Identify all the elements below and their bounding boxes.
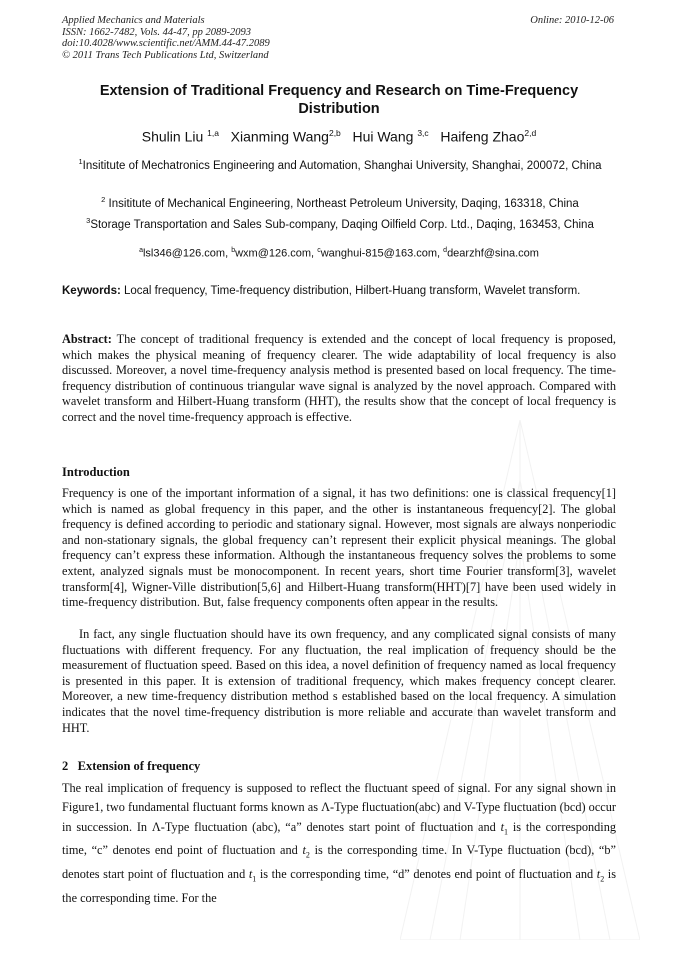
section-number: 2 (62, 759, 69, 773)
affiliation-3 (70, 213, 610, 233)
email-address[interactable]: dearzhf@sina.com (447, 247, 539, 260)
author-name: Shulin Liu (141, 128, 204, 145)
symbol-t1 (500, 819, 509, 837)
symbol-t2 (596, 867, 605, 884)
text-run: The real implication of frequency is supposed to reflect the fluctuant speed of signal. For any signal shown in Figure1, two fundamental fluctuant forms known as Λ-Type fluctuation(abc) and V-Type fluctuation (bcd) occur in succession. In Λ-Type fluctuation (abc), “a” denotes start point of fluctuation and (62, 781, 616, 834)
affiliation-text: Insititute of Mechatronics Engineering and Automation, Shanghai University, Shanghai, 200072, China (82, 159, 602, 172)
symbol-subscript: 1 (504, 827, 509, 837)
affiliation-1 (70, 154, 610, 174)
author-name: Hui Wang (352, 128, 414, 145)
affiliation-text: Storage Transportation and Sales Sub-company, Daqing Oilfield Corp. Ltd., Daqing, 163453, China (90, 218, 594, 231)
introduction-paragraph-1: Frequency is one of the important information of a signal, it has two definitions: one is classical frequency[1] which is named as global frequency in this paper, and the other is instantaneous frequency[2]. The global frequency is defined according to periodic and stationary signal. However, most signals are always nonperiodic and non-stationary signals, the global frequency can’t represent their explicit physical meanings. The global frequency can’t express these information. Although the instantaneous frequency solves the problems to some extent, analyzed signals must be monocomponent. In recent years, short time Fourier transform[3], wavelet transform[4], Wigner-Ville distribution[5,6] and Hilbert-Huang transform(HHT)[7] have been used widely in time-frequency distribution. But, false frequency components often appear in the results. (62, 486, 616, 610)
issn-line: ISSN: 1662-7482, Vols. 44-47, pp 2089-2093 (62, 26, 251, 38)
text-run: is the corresponding time, “c” denotes end point of fluctuation and (62, 819, 617, 858)
symbol-subscript: 2 (305, 850, 310, 860)
author-name: Xianming Wang (230, 128, 329, 145)
section-title: Extension of frequency (77, 759, 201, 773)
author-affiliation-marker: 2,b (328, 128, 341, 138)
email-address[interactable]: wanghui-815@163.com, (320, 247, 441, 260)
email-address[interactable]: lsl346@126.com, (142, 247, 229, 260)
keywords-text: Local frequency, Time-frequency distribution, Hilbert-Huang transform, Wavelet transform. (124, 285, 581, 297)
symbol-t1 (248, 867, 257, 884)
journal-name: Applied Mechanics and Materials (62, 15, 205, 26)
abstract-block (62, 332, 616, 426)
symbol-letter: t (302, 843, 306, 858)
email-marker: a (139, 247, 143, 254)
symbol-t2 (302, 843, 310, 860)
symbol-subscript: 2 (600, 874, 605, 884)
affiliation-marker: 1 (78, 157, 83, 166)
journal-header (62, 15, 270, 61)
affiliation-marker: 3 (86, 216, 91, 225)
author-affiliation-marker: 3,c (417, 128, 429, 138)
email-list (62, 247, 616, 260)
symbol-letter: t (248, 867, 253, 882)
keywords-label: Keywords: (62, 285, 121, 297)
author-list (62, 128, 616, 145)
copyright-line: © 2011 Trans Tech Publications Ltd, Switzerland (62, 49, 269, 61)
section-2-paragraph (62, 779, 616, 908)
doi-line: doi:10.4028/www.scientific.net/AMM.44-47.2089 (62, 38, 270, 49)
online-date: Online: 2010-12-06 (530, 15, 614, 26)
abstract-label: Abstract: (62, 332, 112, 346)
email-marker: b (231, 247, 236, 254)
symbol-letter: t (500, 819, 505, 834)
abstract-text: The concept of traditional frequency is extended and the concept of local frequency is proposed, which makes the physical meaning of frequency clearer. The wide adaptability of local frequency is also discussed. Moreover, a novel time-frequency analysis method is presented based on local frequency. The time-frequency distribution of continuous triangular wave signal is analyzed by the novel approach. Compared with wavelet transform and Hilbert-Huang transform (HHT), the results show that the concept of local frequency is correct and the novel time-frequency approach is effective. (62, 332, 616, 424)
email-marker: d (443, 247, 448, 254)
author-affiliation-marker: 1,a (207, 128, 219, 138)
affiliation-text: Insititute of Mechanical Engineering, Northeast Petroleum University, Daqing, 163318, China (108, 197, 579, 210)
email-address[interactable]: wxm@126.com, (235, 247, 315, 260)
author-affiliation-marker: 2,d (524, 128, 537, 138)
author-name: Haifeng Zhao (440, 128, 525, 145)
text-run: is the corresponding time. In V-Type fluctuation (bcd), “b” denotes start point of fluctuation and (62, 843, 617, 882)
text-run: is the corresponding time. For the (62, 867, 616, 905)
symbol-letter: t (596, 867, 601, 882)
paper-title: Extension of Traditional Frequency and Research on Time-Frequency Distribution (99, 83, 579, 117)
introduction-heading: Introduction (62, 465, 130, 479)
affiliation-2 (70, 192, 610, 212)
affiliation-marker: 2 (101, 195, 106, 204)
symbol-subscript: 1 (252, 874, 257, 884)
section-2-heading (62, 759, 616, 774)
text-run: is the corresponding time, “d” denotes end point of fluctuation and (259, 867, 594, 882)
keywords-block (62, 284, 616, 299)
introduction-paragraph-2: In fact, any single fluctuation should have its own frequency, and any complicated signal consists of many fluctuations with different frequency. For any fluctuation, the real implication of frequency should be the measurement of fluctuation speed. Based on this idea, a novel definition of frequency named as local frequency is presented in this paper. It is extension of traditional frequency, which makes frequency concept clearer. Moreover, a new time-frequency distribution method s established based on the local frequency. A simulation indicates that the novel time-frequency distribution is more reliable and accurate than wavelet transform and HHT. (62, 627, 616, 735)
email-marker: c (317, 247, 321, 254)
